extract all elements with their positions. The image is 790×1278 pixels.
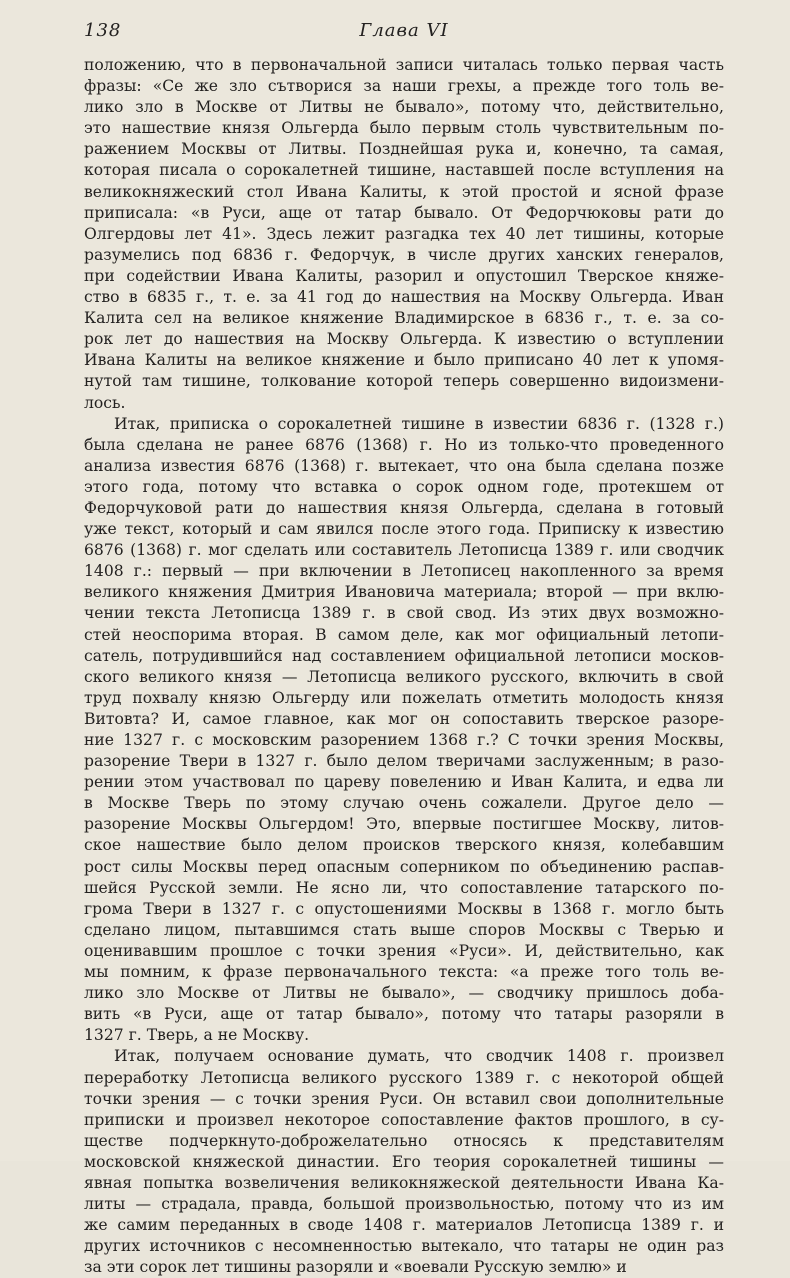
text-line: Ивана Калиты на великое княжение и было приписано 40 лет к упомя- — [84, 351, 724, 370]
text-line: этого года, потому что вставка о сорок одном годе, протекшем от — [84, 477, 724, 496]
paragraph — [84, 1046, 724, 1278]
body-text — [84, 55, 724, 1278]
text-line: лико зло Москве от Литвы не бывало», — сводчику пришлось доба- — [84, 984, 724, 1003]
text-line: ражением Москвы от Литвы. Позднейшая рука и, конечно, та самая, — [84, 140, 724, 159]
text-line: стей неоспорима вторая. В самом деле, как мог официальный летопи- — [84, 625, 724, 644]
text-line: лико зло в Москве от Литвы не бывало», потому что, действительно, — [84, 98, 724, 117]
text-line: же самим переданных в своде 1408 г. материалов Летописца 1389 г. и — [84, 1216, 724, 1235]
text-line: в Москве Тверь по этому случаю очень сожалели. Другое дело — — [84, 794, 724, 813]
text-line: московской княжеской династии. Его теория сорокалетней тишины — — [84, 1152, 724, 1171]
text-line: Олгердовы лет 41». Здесь лежит разгадка тех 40 лет тишины, которые — [84, 224, 724, 243]
text-line: чении текста Летописца 1389 г. в свой свод. Из этих двух возможно- — [84, 604, 724, 623]
text-line: Итак, получаем основание думать, что сводчик 1408 г. произвел — [114, 1047, 724, 1066]
paragraph — [84, 414, 724, 1047]
text-line: шейся Русской земли. Не ясно ли, что сопоставление татарского по- — [84, 878, 724, 897]
text-line: явная попытка возвеличения великокняжеской деятельности Ивана Ка- — [84, 1173, 724, 1192]
text-line: сатель, потрудившийся над составлением официальной летописи москов- — [84, 646, 724, 665]
text-line: рении этом участвовал по цареву повелению и Иван Калита, и едва ли — [84, 773, 724, 792]
text-line: вить «в Руси, аще от татар бывало», потому что татары разоряли в — [84, 1005, 724, 1024]
running-head: Глава VI — [359, 20, 449, 41]
text-line: нутой там тишине, толкование которой теперь совершенно видоизмени- — [84, 372, 724, 391]
text-line: точки зрения — с точки зрения Руси. Он вставил свои дополнительные — [84, 1089, 724, 1108]
text-line: труд похвалу князю Ольгерду или пожелать отметить молодость князя — [84, 688, 724, 707]
text-line: Федорчуковой рати до нашествия князя Ольгерда, сделана в готовый — [84, 498, 724, 517]
text-line: литы — страдала, правда, большой произвольностью, потому что из им — [84, 1195, 724, 1214]
text-line: положению, что в первоначальной записи читалась только первая часть — [84, 56, 724, 74]
text-line: ство в 6835 г., т. е. за 41 год до нашествия на Москву Ольгерда. Иван — [84, 288, 724, 307]
text-line: анализа известия 6876 (1368) г. вытекает, что она была сделана позже — [84, 456, 724, 475]
text-line: 1408 г.: первый — при включении в Летописец накопленного за время — [84, 562, 724, 581]
text-line: ского великого князя — Летописца великого русского, включить в свой — [84, 667, 724, 686]
text-line: фразы: «Се же зло сътворися за наши грехы, а прежде того толь ве- — [84, 77, 724, 96]
text-line: уже текст, который и сам явился после этого года. Приписку к известию — [84, 520, 724, 539]
text-line: рок лет до нашествия на Москву Ольгерда. К известию о вступлении — [84, 330, 724, 349]
text-line: лось. — [84, 393, 126, 412]
page-header — [84, 20, 724, 46]
text-line: 1327 г. Тверь, а не Москву. — [84, 1026, 310, 1045]
text-line: ние 1327 г. с московским разорением 1368 г.? С точки зрения Москвы, — [84, 731, 724, 749]
text-line: великокняжеский стол Ивана Калиты, к этой простой и ясной фразе — [84, 182, 724, 201]
text-line: ское нашествие было делом происков тверского князя, колебавшим — [84, 836, 724, 855]
text-line: оценивавшим прошлое с точки зрения «Руси». И, действительно, как — [84, 941, 724, 960]
text-line: при содействии Ивана Калиты, разорил и опустошил Тверское княже- — [84, 266, 724, 285]
text-line: разорение Москвы Ольгердом! Это, впервые постигшее Москву, литов- — [84, 815, 724, 834]
text-line: за эти сорок лет тишины разоряли и «воевали Русскую землю» и — [84, 1258, 627, 1277]
text-line: это нашествие князя Ольгерда было первым столь чувствительным по- — [84, 119, 724, 138]
text-line: переработку Летописца великого русского 1389 г. с некоторой общей — [84, 1068, 724, 1087]
text-line: Итак, приписка о сорокалетней тишине в известии 6836 г. (1328 г.) — [114, 414, 724, 433]
text-line: была сделана не ранее 6876 (1368) г. Но из только-что проведенного — [84, 435, 724, 454]
text-line: мы помним, к фразе первоначального текста: «а преже того толь ве- — [84, 963, 724, 982]
text-line: Витовта? И, самое главное, как мог он сопоставить тверское разоре- — [84, 709, 724, 728]
text-line: великого княжения Дмитрия Ивановича материала; второй — при вклю- — [84, 583, 724, 602]
text-line: 6876 (1368) г. мог сделать или составитель Летописца 1389 г. или сводчик — [84, 541, 724, 560]
text-line: разумелись под 6836 г. Федорчук, в числе других ханских генералов, — [84, 245, 724, 264]
text-line: Калита сел на великое княжение Владимирское в 6836 г., т. е. за со- — [84, 309, 724, 328]
page-number: 138 — [84, 20, 122, 41]
text-line: рост силы Москвы перед опасным соперником по объединению распав- — [84, 857, 724, 876]
text-line: ществе подчеркнуто-доброжелательно относясь к представителям — [84, 1131, 724, 1150]
text-line: других источников с несомненностью вытекало, что татары не один раз — [84, 1237, 724, 1256]
text-line: сделано лицом, пытавшимся стать выше споров Москвы с Тверью и — [84, 920, 724, 939]
text-line: которая писала о сорокалетней тишине, наставшей после вступления на — [84, 161, 724, 180]
text-line: приписала: «в Руси, аще от татар бывало. От Федорчюковы рати до — [84, 203, 724, 222]
paragraph — [84, 55, 724, 414]
text-line: приписки и произвел некоторое сопоставление фактов прошлого, в су- — [84, 1110, 724, 1129]
text-line: разорение Твери в 1327 г. было делом тверичами заслуженным; в разо- — [84, 752, 724, 771]
text-line: грома Твери в 1327 г. с опустошениями Москвы в 1368 г. могло быть — [84, 899, 724, 918]
